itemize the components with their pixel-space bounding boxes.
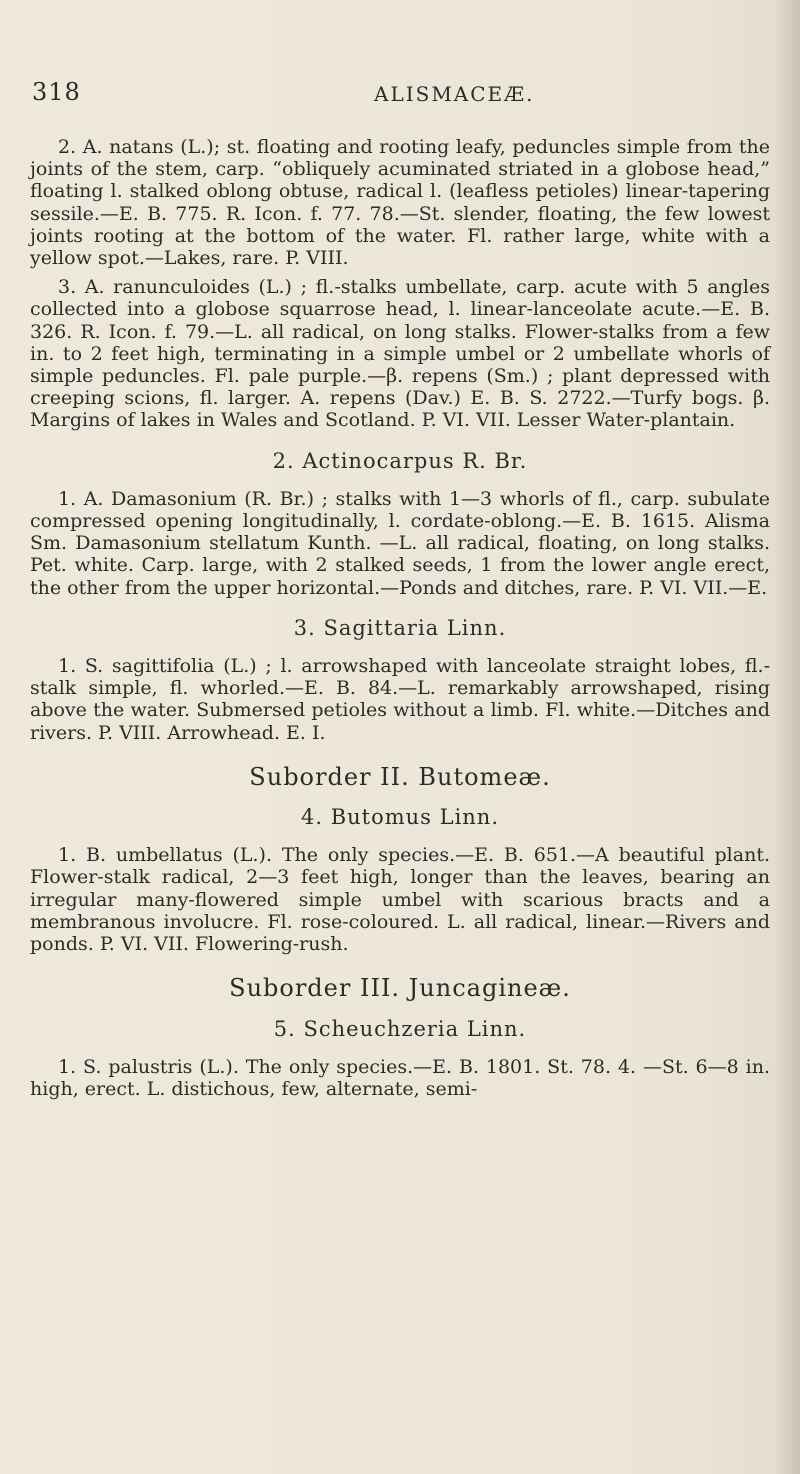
page-number: 318	[32, 78, 81, 106]
species-alisma-ranunculoides: 3. A. ranunculoides (L.) ; fl.-stalks umbellate, carp. acute with 5 angles collected into a globose squarrose head, l. linear-lanceolate acute.—E. B. 326. R. Icon. f. 79.—L. all radical, on long stalks. Flower-stalks from a few in. to 2 feet high, terminating in a simple umbel or 2 umbellate whorls of simple peduncles. Fl. pale purple.—β. repens (Sm.) ; plant depressed with creeping scions, fl. larger. A. repens (Dav.) E. B. S. 2722.—Turfy bogs. β. Margins of lakes in Wales and Scotland. P. VI. VII. Lesser Water-plantain.	[30, 276, 770, 432]
page-header	[32, 78, 760, 108]
genus-heading-butomus: 4. Butomus Linn.	[300, 805, 500, 830]
species-alisma-natans: 2. A. natans (L.); st. floating and rooting leafy, peduncles simple from the joints of the stem, carp. “obliquely acuminated striated in a globose head,” floating l. stalked oblong obtuse, radical l. (leafless petioles) linear-tapering sessile.—E. B. 775. R. Icon. f. 77. 78.—St. slender, floating, the few lowest joints rooting at the bottom of the water. Fl. rather large, white with a yellow spot.—Lakes, rare. P. VIII.	[30, 136, 770, 270]
species-actinocarpus-damasonium: 1. A. Damasonium (R. Br.) ; stalks with 1—3 whorls of fl., carp. subulate compressed opening longitudinally, l. cordate-oblong.—E. B. 1615. Alisma Sm. Damasonium stellatum Kunth. —L. all radical, floating, on long stalks. Pet. white. Carp. large, with 2 stalked seeds, 1 from the lower angle erect, the other from the upper horizontal.—Ponds and ditches, rare. P. VI. VII.—E.	[30, 487, 770, 599]
running-head: ALISMACEÆ.	[374, 82, 535, 106]
genus-heading-scheuchzeria: 5. Scheuchzeria Linn.	[273, 1016, 527, 1041]
page-body	[30, 136, 770, 1107]
genus-heading-sagittaria: 3. Sagittaria Linn.	[293, 615, 507, 640]
suborder-heading-butomeae: Suborder II. Butomeæ.	[249, 762, 551, 791]
species-sagittaria-sagittifolia: 1. S. sagittifolia (L.) ; l. arrowshaped with lanceolate straight lobes, fl.-stalk simple, fl. whorled.—E. B. 84.—L. remarkably arrowshaped, rising above the water. Submersed petioles without a limb. Fl. white.—Ditches and rivers. P. VIII. Arrowhead. E. I.	[30, 655, 770, 744]
page-edge-shadow	[774, 0, 800, 1474]
species-scheuchzeria-palustris: 1. S. palustris (L.). The only species.—E. B. 1801. St. 78. 4. —St. 6—8 in. high, erect. L. distichous, few, alternate, semi-	[30, 1055, 770, 1100]
suborder-heading-juncagineae: Suborder III. Juncagineæ.	[229, 974, 571, 1003]
genus-heading-actinocarpus: 2. Actinocarpus R. Br.	[272, 448, 528, 473]
species-butomus-umbellatus: 1. B. umbellatus (L.). The only species.—E. B. 651.—A beautiful plant. Flower-stalk radical, 2—3 feet high, longer than the leaves, bearing an irregular many-flowered simple umbel with scarious bracts and a membranous involucre. Fl. rose-coloured. L. all radical, linear.—Rivers and ponds. P. VI. VII. Flowering-rush.	[30, 844, 770, 956]
